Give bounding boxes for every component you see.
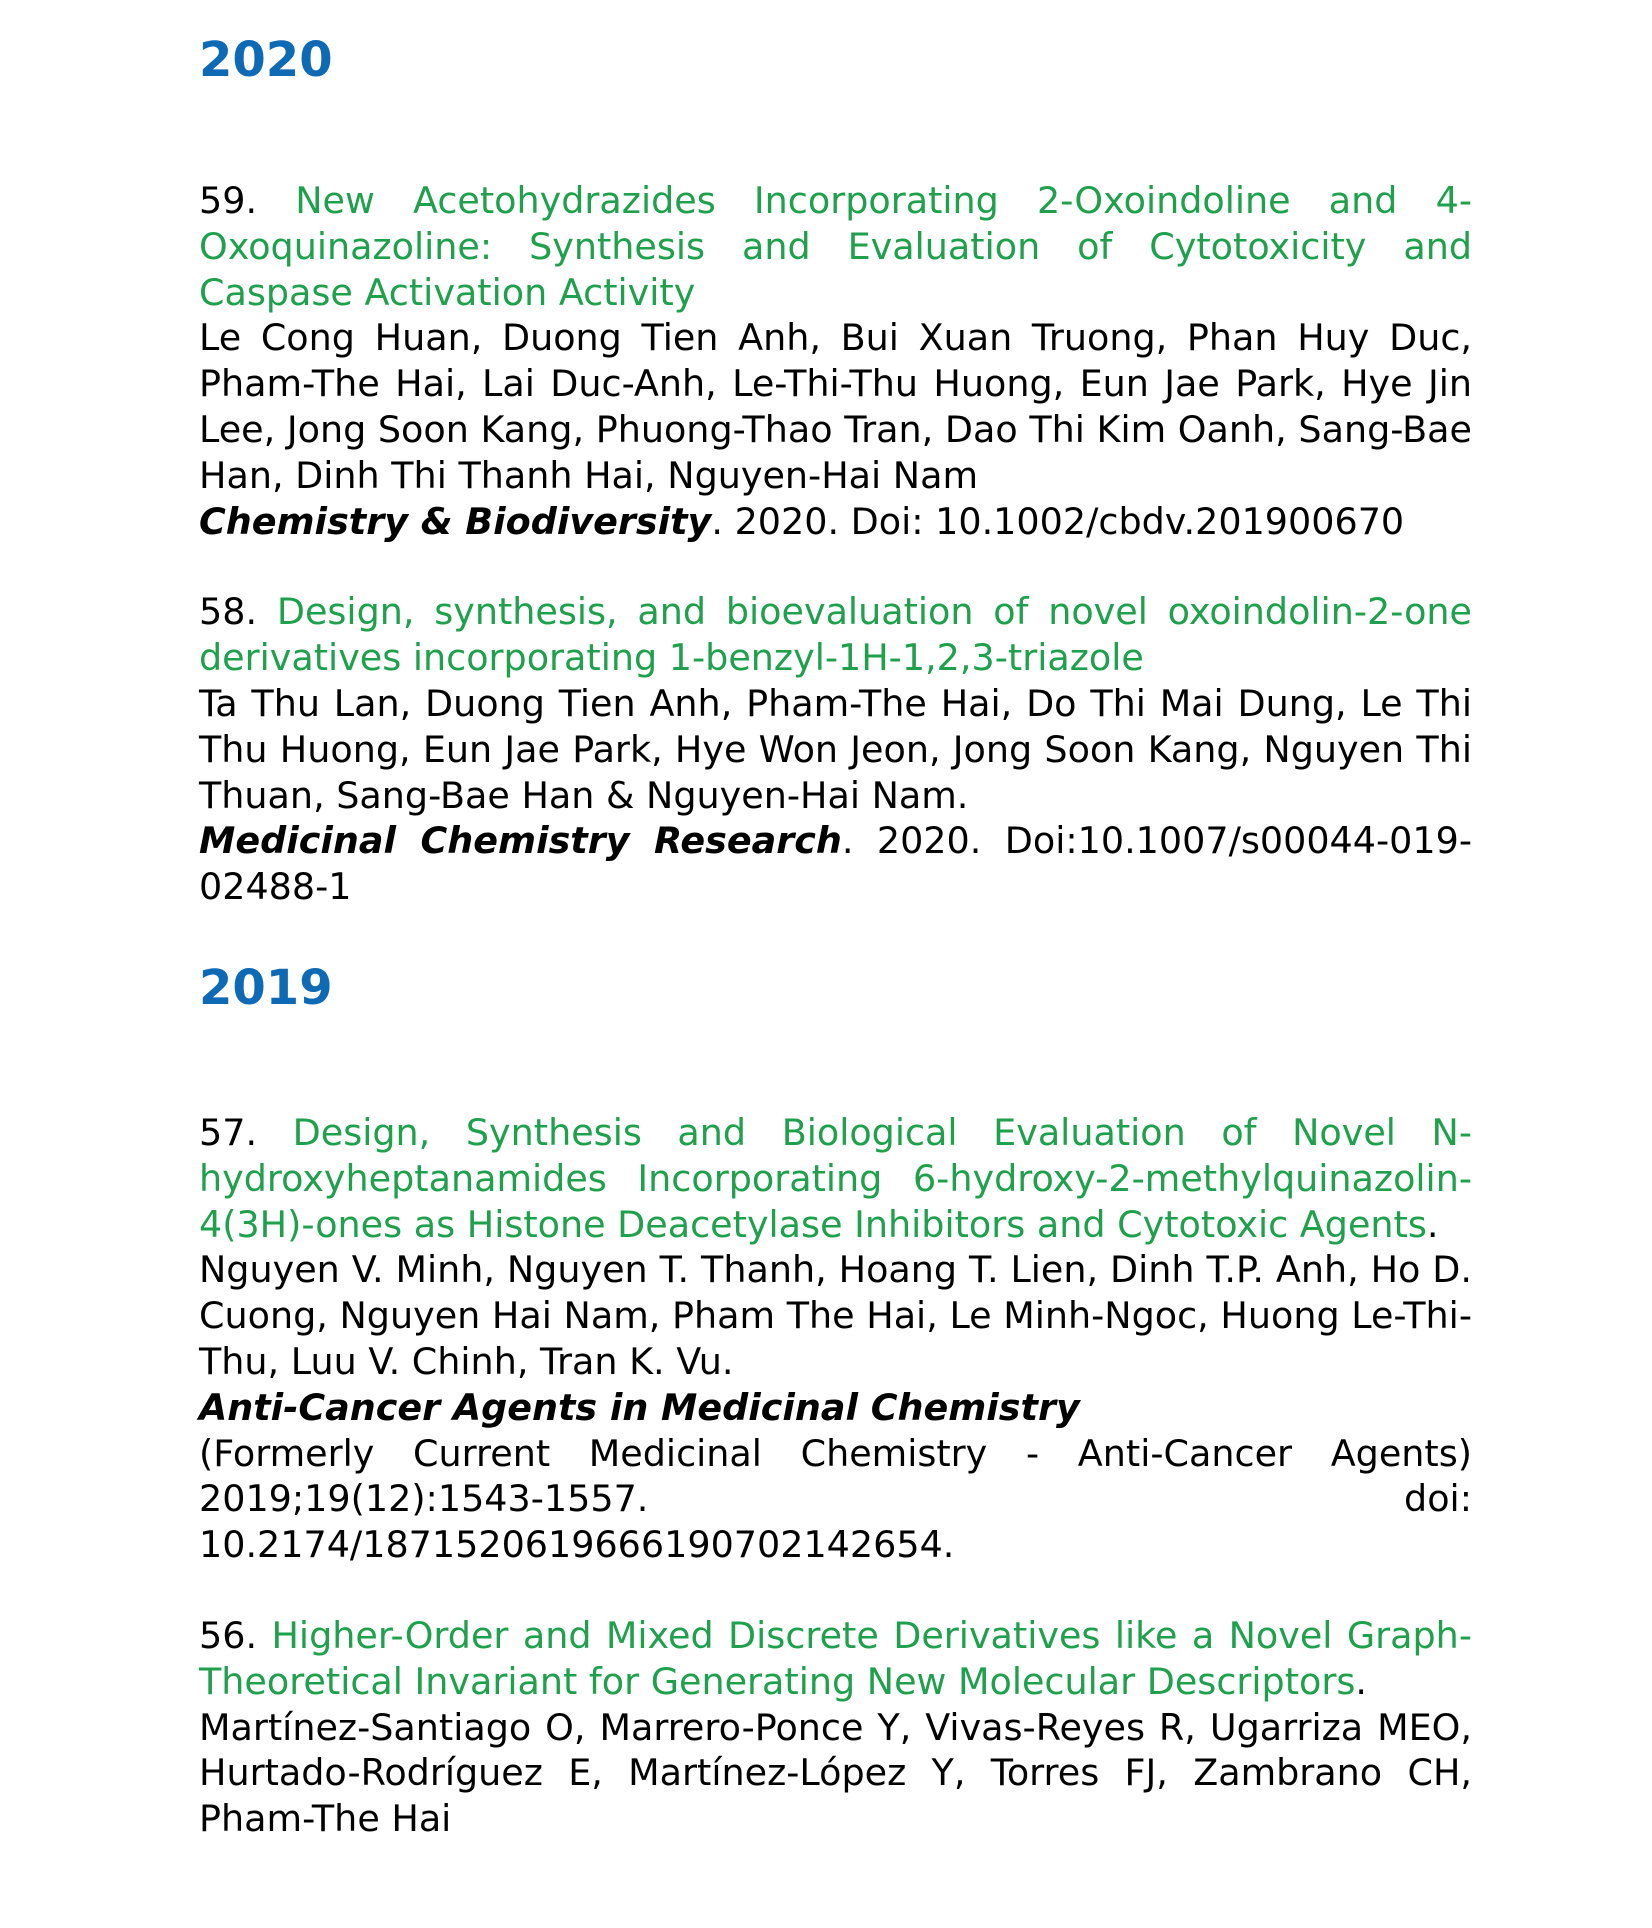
publication-entry-58 <box>199 589 1472 910</box>
entry-number: 58. <box>199 590 258 634</box>
citation-details: . 2020. Doi:10.1007/s00044-019-02488-1 <box>199 819 1473 909</box>
authors: Nguyen V. Minh, Nguyen T. Thanh, Hoang T. Lien, Dinh T.P. Anh, Ho D. Cuong, Nguyen Hai Nam, Pham The Hai, Le Minh-Ngoc, Huong Le-Thi-Thu, Luu V. Chinh, Tran K. Vu. <box>199 1248 1472 1383</box>
authors: Martínez-Santiago O, Marrero-Ponce Y, Vivas-Reyes R, Ugarriza MEO, Hurtado-Rodríguez E, Martínez-López Y, Torres FJ, Zambrano CH, Pham-The Hai <box>199 1705 1472 1841</box>
publication-title-link[interactable]: Design, Synthesis and Biological Evaluation of Novel N-hydroxyheptanamides Incorporating 6-hydroxy-2-methylquinazolin-4(3H)-ones as Histone Deacetylase Inhibitors and Cytotoxic Agents <box>199 1110 1472 1246</box>
journal-name: Medicinal Chemistry Research <box>199 819 842 863</box>
authors: Le Cong Huan, Duong Tien Anh, Bui Xuan Truong, Phan Huy Duc, Pham-The Hai, Lai Duc-Anh, Le-Thi-Thu Huong, Eun Jae Park, Hye Jin Lee, Jong Soon Kang, Phuong-Thao Tran, Dao Thi Kim Oanh, Sang-Bae Han, Dinh Thi Thanh Hai, Nguyen-Hai Nam <box>199 316 1472 497</box>
publication-entry-57 <box>199 1110 1472 1568</box>
journal-name: Chemistry & Biodiversity <box>199 499 712 543</box>
entry-number: 59. <box>199 179 258 222</box>
publication-entry-59 <box>199 178 1472 544</box>
authors: Ta Thu Lan, Duong Tien Anh, Pham-The Hai, Do Thi Mai Dung, Le Thi Thu Huong, Eun Jae Park, Hye Won Jeon, Jong Soon Kang, Nguyen Thi Thuan, Sang-Bae Han & Nguyen-Hai Nam. <box>199 681 1472 817</box>
year-heading-2020: 2020 <box>199 32 333 88</box>
citation-details: . 2020. Doi: 10.1002/cbdv.201900670 <box>711 499 1405 543</box>
title-suffix: . <box>1355 1659 1367 1703</box>
publication-title-link[interactable]: New Acetohydrazides Incorporating 2-Oxoindoline and 4-Oxoquinazoline: Synthesis and Evaluation of Cytotoxicity and Caspase Activation Activity <box>199 179 1472 314</box>
publication-entry-56 <box>199 1613 1472 1842</box>
year-heading-2019: 2019 <box>199 959 333 1016</box>
citation-details: (Formerly Current Medicinal Chemistry - Anti-Cancer Agents) 2019;19(12):1543-1557. doi: 10.2174/1871520619666190702142654. <box>199 1431 1472 1567</box>
entry-number: 57. <box>199 1110 258 1154</box>
title-suffix: . <box>1426 1202 1439 1246</box>
publication-title-link[interactable]: Higher-Order and Mixed Discrete Derivatives like a Novel Graph-Theoretical Invariant for Generating New Molecular Descriptors <box>199 1613 1472 1703</box>
journal-name: Anti-Cancer Agents in Medicinal Chemistry <box>199 1385 1080 1429</box>
entry-number: 56. <box>199 1613 258 1657</box>
publication-title-link[interactable]: Design, synthesis, and bioevaluation of novel oxoindolin-2-one derivatives incorporating 1-benzyl-1H-1,2,3-triazole <box>199 590 1473 680</box>
